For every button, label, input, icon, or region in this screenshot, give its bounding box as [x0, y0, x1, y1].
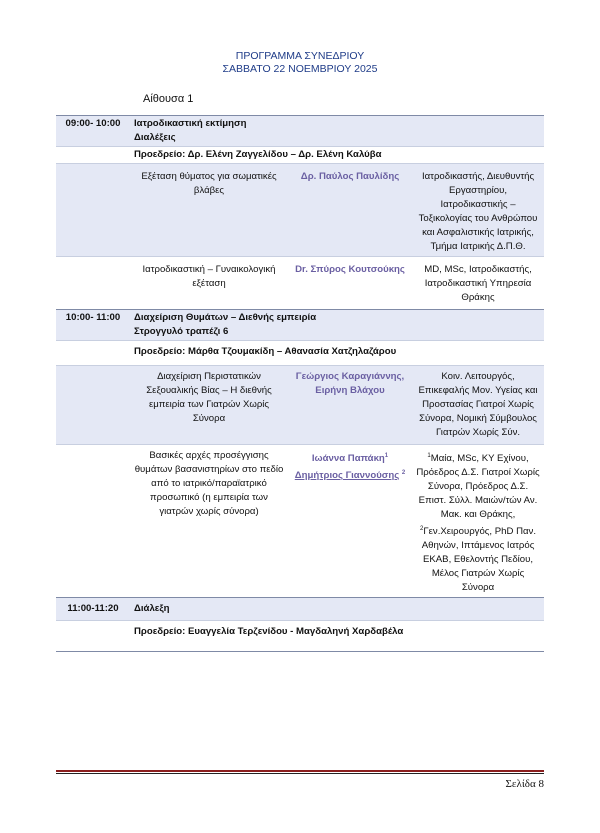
talk-row: [56, 445, 544, 598]
talk-speaker: Γεώργιος Καραγιάννης,: [295, 371, 405, 382]
session-time: 11:00-11:20: [56, 598, 130, 621]
footer-rule: [56, 770, 544, 772]
program-date: ΣΑΒΒΑΤΟ 22 ΝΟΕΜΒΡΙΟΥ 2025: [222, 63, 378, 75]
talk-speaker-first: [292, 449, 408, 466]
session-time: 09:00- 10:00: [56, 116, 130, 147]
talk-affiliation: Ιατροδικαστής, Διευθυντής Εργαστηρίου, Ιατροδικαστικής – Τοξικολογίας του Ανθρώπου και Ασφαλιστικής Ιατρικής, Τμήμα Ιατρικής Δ.Π.Θ.: [412, 164, 544, 257]
talk-affiliations: [412, 445, 544, 598]
session-header-row: [56, 598, 544, 621]
speaker-footnote-mark: 1: [384, 453, 389, 459]
program-table: [56, 115, 544, 652]
session-title-text: Ιατροδικαστική εκτίμηση: [134, 118, 247, 129]
room-label: Αίθουσα 1: [143, 93, 194, 105]
talk-row: [56, 366, 544, 445]
chairs-row: [56, 341, 544, 366]
talk-topic: Ιατροδικαστική – Γυναικολογική εξέταση: [130, 257, 288, 310]
session-subtitle: Στρογγυλό τραπέζι 6: [134, 326, 229, 337]
session-header-row: [56, 116, 544, 147]
chairs-row: [56, 621, 544, 652]
talk-speaker-second: [292, 466, 408, 483]
footer-rule-thin: [56, 773, 544, 774]
talk-topic: Εξέταση θύματος για σωματικές βλάβες: [130, 164, 288, 257]
affiliation-footnote-mark: 1: [427, 453, 431, 459]
chairs-row: [56, 147, 544, 164]
session-time: 10:00- 11:00: [56, 310, 130, 341]
session-title: [130, 116, 544, 147]
session-title: [130, 310, 544, 341]
talk-row: [56, 164, 544, 257]
talk-speaker: Dr. Σπύρος Κουτσούκης: [288, 257, 412, 310]
talk-row: [56, 257, 544, 310]
talk-affiliation: MD, MSc, Ιατροδικαστής, Ιατροδικαστική Υπηρεσία Θράκης: [412, 257, 544, 310]
page-number: Σελίδα 8: [505, 778, 544, 790]
talk-speakers: [288, 445, 412, 598]
talk-affiliation: Κοιν. Λειτουργός, Επικεφαλής Μον. Υγείας και Προστασίας Γιατροί Χωρίς Σύνορα, Νομική Σύμβουλος Γιατρών Χωρίς Σύν.: [412, 366, 544, 445]
program-title: ΠΡΟΓΡΑΜΜΑ ΣΥΝΕΔΡΙΟΥ: [235, 50, 365, 62]
session-header-row: [56, 310, 544, 341]
session-subtitle: Διαλέξεις: [134, 132, 176, 143]
speaker-name: Ιωάννα Παπάκη: [311, 453, 385, 465]
session-title-text: Διαχείριση Θυμάτων – Διεθνής εμπειρία: [134, 312, 317, 323]
session-chairs: Προεδρείο: Μάρθα Τζουμακίδη – Αθανασία Χατζηλαζάρου: [130, 341, 544, 366]
session-chairs: Προεδρείο: Δρ. Ελένη Ζαγγελίδου – Δρ. Ελένη Καλύβα: [130, 147, 544, 164]
speaker-footnote-mark: 2: [401, 470, 406, 477]
talk-topic: Διαχείριση Περιστατικών Σεξουαλικής Βίας – Η διεθνής εμπειρία των Γιατρών Χωρίς Σύνορα: [130, 366, 288, 445]
affiliation-text: Μαία, MSc, ΚΥ Εχίνου, Πρόεδρος Δ.Σ. Γιατροί Χωρίς Σύνορα, Πρόεδρος Δ.Σ. Επιστ. Σύλλ. Μαιών/τών Αν. Μακ. και Θράκης,: [416, 453, 540, 521]
session-chairs: Προεδρείο: Ευαγγελία Τερζενίδου - Μαγδαληνή Χαρδαβέλα: [130, 621, 544, 652]
affiliation-2: [416, 522, 540, 595]
affiliation-footnote-mark: 2: [420, 526, 424, 533]
talk-speakers: [288, 366, 412, 445]
talk-speaker: Δρ. Παύλος Παυλίδης: [288, 164, 412, 257]
session-title: Διάλεξη: [130, 598, 544, 621]
speaker-name: Δημήτριος Γιαννούσης: [294, 470, 400, 482]
talk-topic: Βασικές αρχές προσέγγισης θυμάτων βασανιστηρίων στο πεδίο από το ιατρικό/παραϊατρικό προσωπικό (η εμπειρία των γιατρών χωρίς σύνορα): [130, 445, 288, 598]
affiliation-text: Γεν.Χειρουργός, PhD Παν. Αθηνών, Ιπτάμενος Ιατρός ΕΚΑΒ, Εθελοντής Πεδίου, Μέλος Γιατρών Χωρίς Σύνορα: [421, 526, 537, 594]
affiliation-1: [416, 449, 540, 522]
talk-speaker: Ειρήνη Βλάχου: [315, 385, 385, 396]
